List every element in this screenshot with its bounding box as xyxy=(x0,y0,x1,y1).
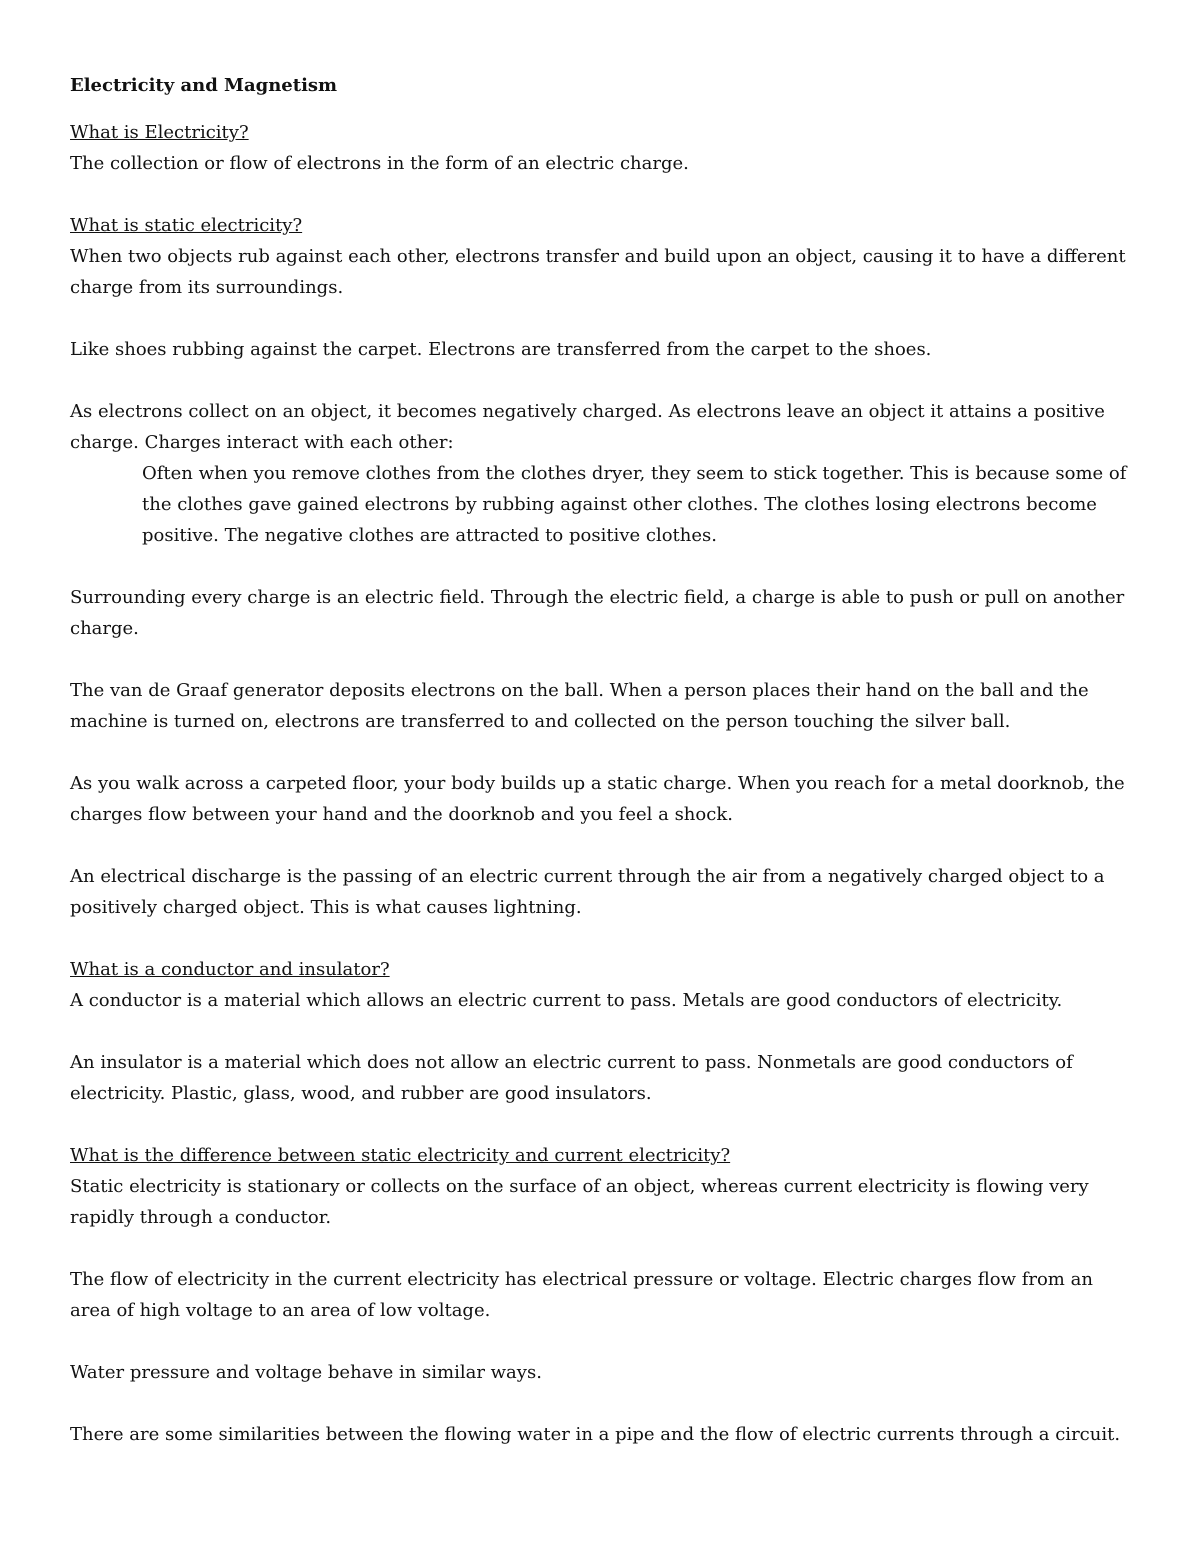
section-heading: What is the difference between static electricity and current electricity? xyxy=(70,1145,731,1166)
paragraph: The collection or flow of electrons in the form of an electric charge. xyxy=(70,153,689,174)
section-heading: What is Electricity? xyxy=(70,122,249,143)
paragraph: Static electricity is stationary or collects on the surface of an object, whereas current electricity is flowing very rapidly through a conductor. xyxy=(70,1176,1089,1228)
paragraph: When two objects rub against each other, electrons transfer and build upon an object, causing it to have a different charge from its surroundings. xyxy=(70,246,1126,298)
indented-paragraph: Often when you remove clothes from the clothes dryer, they seem to stick together. This is because some of the clothes gave gained electrons by rubbing against other clothes. The clothes losing electrons become positive. The negative clothes are attracted to positive clothes. xyxy=(142,463,1127,546)
paragraph: An electrical discharge is the passing of an electric current through the air from a negatively charged object to a positively charged object. This is what causes lightning. xyxy=(70,866,1105,918)
paragraph: As electrons collect on an object, it becomes negatively charged. As electrons leave an object it attains a positive charge. Charges interact with each other: xyxy=(70,401,1105,453)
paragraph: Surrounding every charge is an electric field. Through the electric field, a charge is able to push or pull on another charge. xyxy=(70,587,1125,639)
paragraph: The van de Graaf generator deposits electrons on the ball. When a person places their hand on the ball and the machine is turned on, electrons are transferred to and collected on the person touching the silver ball. xyxy=(70,680,1089,732)
paragraph: A conductor is a material which allows an electric current to pass. Metals are good conductors of electricity. xyxy=(70,990,1063,1011)
paragraph: An insulator is a material which does not allow an electric current to pass. Nonmetals are good conductors of electricity. Plastic, glass, wood, and rubber are good insulators. xyxy=(70,1052,1073,1104)
section-heading: What is static electricity? xyxy=(70,215,303,236)
paragraph: Water pressure and voltage behave in similar ways. xyxy=(70,1362,542,1383)
paragraph: The flow of electricity in the current electricity has electrical pressure or voltage. Electric charges flow from an area of high voltage to an area of low voltage. xyxy=(70,1269,1093,1321)
document-title: Electricity and Magnetism xyxy=(70,75,338,96)
section-static-vs-current xyxy=(70,1140,1135,1450)
section-conductor-insulator xyxy=(70,954,1135,1109)
section-static-electricity xyxy=(70,210,1135,923)
section-heading: What is a conductor and insulator? xyxy=(70,959,390,980)
paragraph: As you walk across a carpeted floor, your body builds up a static charge. When you reach for a metal doorknob, the charges flow between your hand and the doorknob and you feel a shock. xyxy=(70,773,1125,825)
paragraph: There are some similarities between the flowing water in a pipe and the flow of electric currents through a circuit. xyxy=(70,1424,1121,1445)
document-page xyxy=(70,70,1135,1450)
paragraph: Like shoes rubbing against the carpet. Electrons are transferred from the carpet to the shoes. xyxy=(70,339,932,360)
section-electricity xyxy=(70,117,1135,179)
